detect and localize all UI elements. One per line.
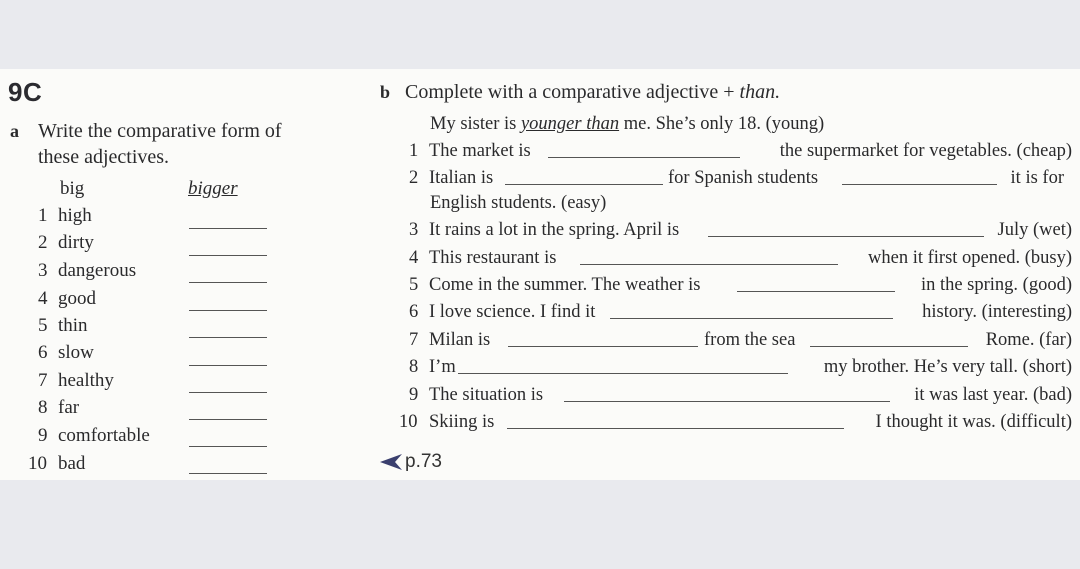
section-a-instruction-line1: Write the comparative form of	[38, 120, 282, 142]
section-b-instruction: b Complete with a comparative adjective + than.	[380, 81, 781, 103]
section-a-letter: a	[10, 121, 19, 141]
sentence-3-end: July (wet)	[997, 220, 1072, 240]
answer-blank-4[interactable]	[189, 310, 267, 311]
sentence-5: 5 Come in the summer. The weather is	[409, 275, 701, 295]
sentence-4: 4 This restaurant is	[409, 248, 557, 268]
sentence-3-blank[interactable]	[708, 236, 984, 237]
sentence-7-blank-1[interactable]	[508, 346, 698, 347]
list-item: 8 far	[38, 397, 80, 418]
sentence-1-blank[interactable]	[548, 157, 740, 158]
workbook-page	[0, 69, 1080, 480]
section-a-instruction	[10, 118, 282, 170]
list-item: 6 slow	[38, 342, 94, 363]
sentence-6-end: history. (interesting)	[922, 302, 1072, 322]
sentence-2-blank-1[interactable]	[505, 184, 663, 185]
sentence-2-blank-2[interactable]	[842, 184, 997, 185]
example-answer: bigger	[188, 178, 238, 199]
sentence-7-end: Rome. (far)	[985, 330, 1072, 350]
sentence-8-end: my brother. He’s very tall. (short)	[823, 357, 1072, 377]
sentence-4-blank[interactable]	[580, 264, 838, 265]
answer-blank-8[interactable]	[189, 419, 267, 420]
sentence-2-end: it is for	[1010, 168, 1064, 188]
list-item: 10 bad	[28, 453, 86, 474]
sentence-3: 3 It rains a lot in the spring. April is	[409, 220, 680, 240]
list-item: 5 thin	[38, 315, 88, 336]
example-word: big	[60, 178, 85, 199]
answer-blank-2[interactable]	[189, 255, 267, 256]
section-b-letter: b	[380, 82, 391, 102]
list-item: 9 comfortable	[38, 425, 150, 446]
sentence-10: 10 Skiing is	[399, 412, 495, 432]
arrow-left-icon	[380, 454, 402, 470]
sentence-5-blank[interactable]	[737, 291, 895, 292]
sentence-6-blank[interactable]	[610, 318, 893, 319]
answer-blank-3[interactable]	[189, 282, 267, 283]
unit-label: 9C	[8, 77, 43, 107]
sentence-10-blank[interactable]	[507, 428, 844, 429]
list-item: 7 healthy	[38, 370, 114, 391]
answer-blank-1[interactable]	[189, 228, 267, 229]
sentence-8: 8 I’m	[409, 357, 456, 377]
list-item: 2 dirty	[38, 232, 94, 253]
sentence-9-end: it was last year. (bad)	[914, 385, 1072, 405]
sentence-7-mid: from the sea	[704, 330, 796, 350]
sentence-9-blank[interactable]	[564, 401, 890, 402]
answer-blank-6[interactable]	[189, 365, 267, 366]
sentence-2: 2 Italian is	[409, 168, 494, 188]
answer-blank-10[interactable]	[189, 473, 267, 474]
section-a-instruction-line2: these adjectives.	[38, 146, 170, 168]
sentence-5-end: in the spring. (good)	[920, 275, 1072, 295]
sentence-4-end: when it first opened. (busy)	[868, 248, 1072, 268]
sentence-7: 7 Milan is	[409, 330, 491, 350]
answer-blank-5[interactable]	[189, 337, 267, 338]
sentence-7-blank-2[interactable]	[810, 346, 968, 347]
list-item: 3 dangerous	[38, 260, 137, 281]
sentence-1-end: the supermarket for vegetables. (cheap)	[779, 141, 1072, 161]
sentence-8-blank[interactable]	[458, 373, 788, 374]
sentence-6: 6 I love science. I find it	[409, 302, 596, 322]
sentence-9: 9 The situation is	[409, 385, 544, 405]
sentence-2-mid: for Spanish students	[668, 168, 819, 188]
sentence-1: 1 The market is	[409, 141, 531, 161]
answer-blank-9[interactable]	[189, 446, 267, 447]
list-item: 4 good	[38, 288, 96, 309]
example-sentence: My sister is younger than me. She’s only 18. (young)	[430, 114, 825, 134]
page-reference[interactable]	[380, 451, 442, 473]
list-item: 1 high	[38, 205, 92, 226]
page-reference-label: p.73	[405, 451, 442, 472]
sentence-10-end: I thought it was. (difficult)	[875, 412, 1072, 432]
answer-blank-7[interactable]	[189, 392, 267, 393]
sentence-2-line2: English students. (easy)	[430, 193, 607, 213]
